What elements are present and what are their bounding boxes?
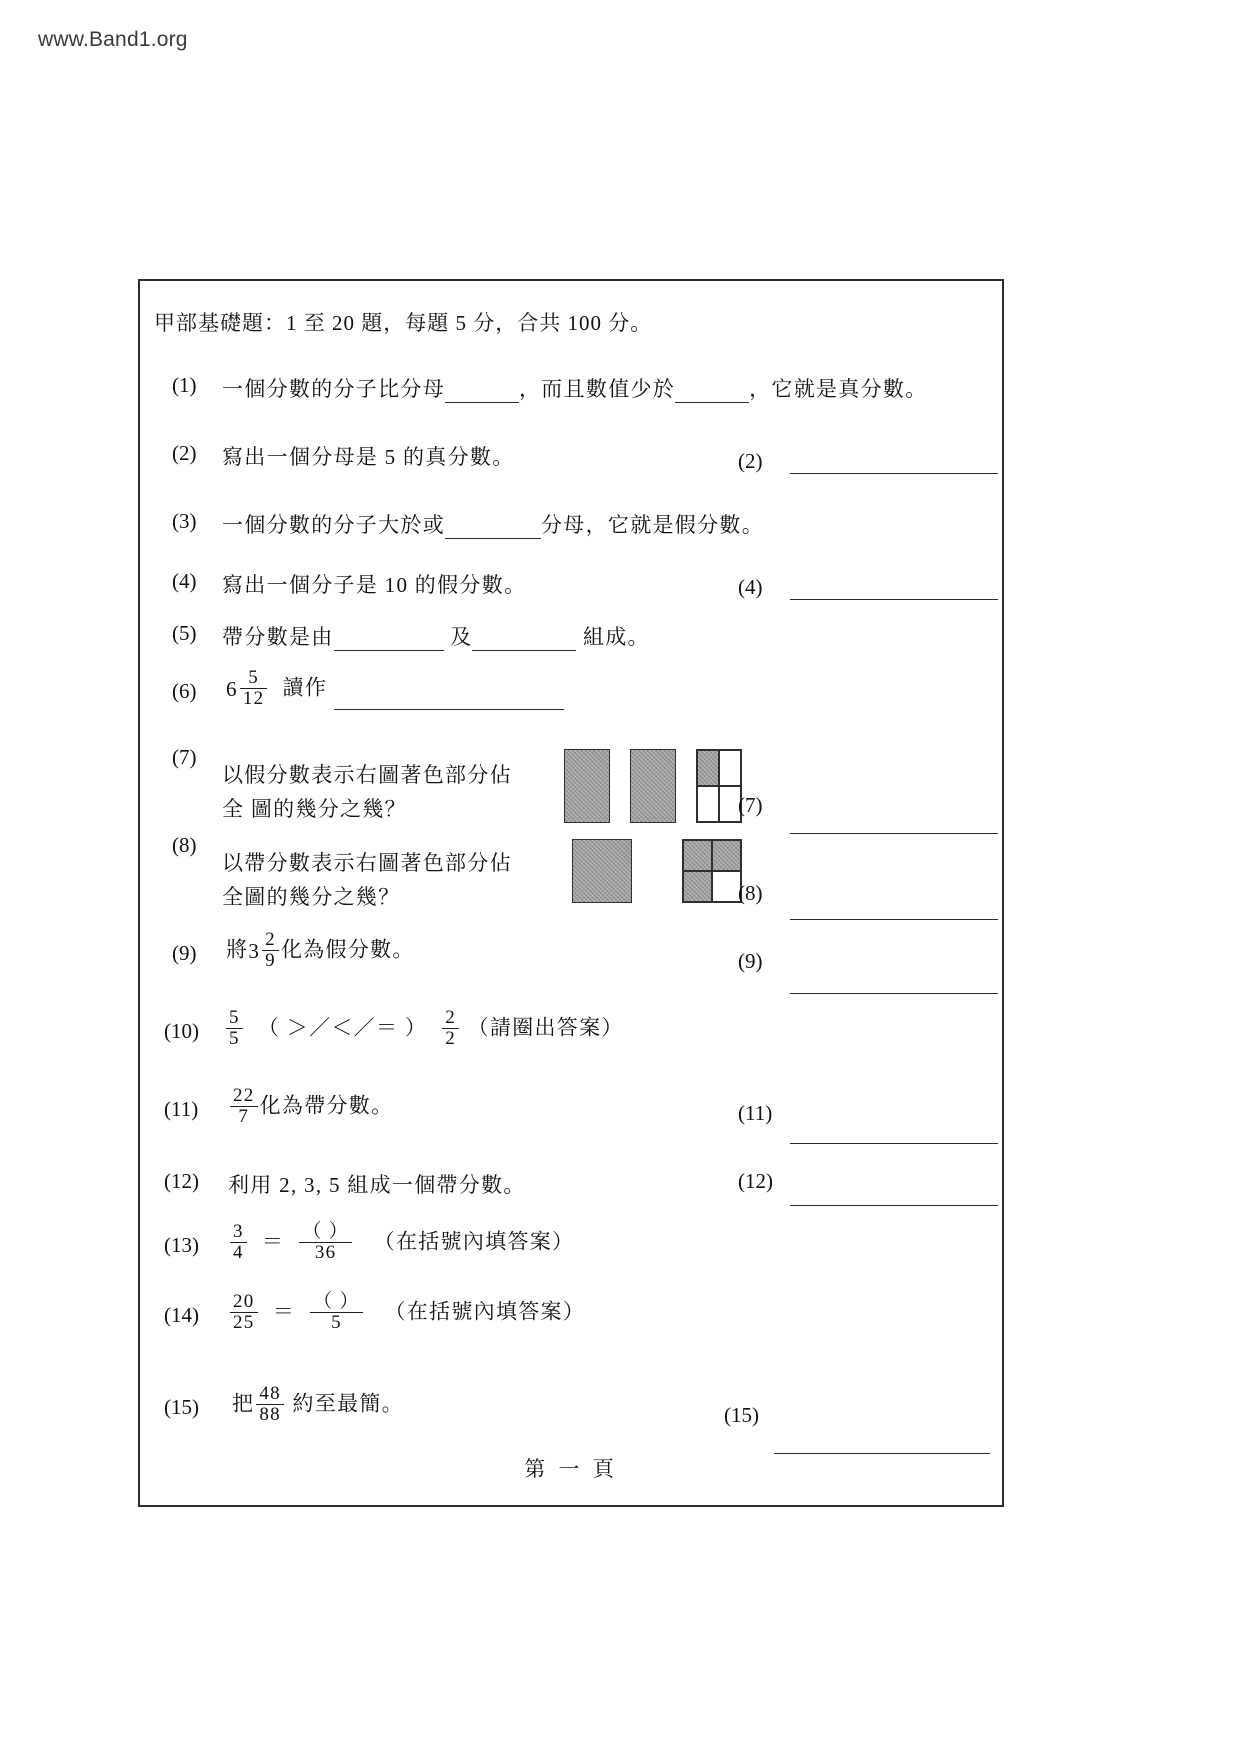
figure-q7-square-1 — [564, 749, 610, 823]
question-number-8: (8) — [172, 833, 197, 857]
answer-label-4: (4) — [738, 575, 763, 599]
q14-right-denominator: 5 — [310, 1312, 363, 1333]
site-watermark: www.Band1.org — [38, 28, 188, 51]
figure-q7-square-2 — [630, 749, 676, 823]
question-number-10: (10) — [164, 1019, 199, 1043]
q13-left-numerator: 3 — [233, 1221, 244, 1242]
question-text-14 — [228, 1293, 585, 1334]
answer-line-11[interactable] — [790, 1143, 998, 1144]
question-number-11: (11) — [164, 1097, 199, 1121]
q10-left-numerator: 5 — [229, 1007, 240, 1028]
question-text-13 — [228, 1223, 574, 1264]
q9-fraction — [262, 930, 279, 971]
answer-line-2[interactable] — [790, 473, 998, 474]
q9-denominator: 9 — [262, 950, 279, 971]
q15-suffix: 約至最簡。 — [292, 1391, 404, 1416]
figure-q8-square-1 — [572, 839, 632, 903]
q9-whole: 3 — [248, 938, 261, 963]
figure-q7-quarter-blank-1 — [719, 750, 741, 786]
question-number-7: (7) — [172, 745, 197, 769]
q14-equals: ＝ — [272, 1299, 296, 1324]
q5-part-b: 及 — [450, 625, 473, 649]
question-text-6 — [226, 669, 564, 710]
question-number-1: (1) — [172, 373, 197, 397]
q6-whole: 6 — [226, 676, 238, 701]
figure-q7-square-3 — [696, 749, 742, 823]
q10-left-denominator: 5 — [226, 1028, 243, 1049]
q14-left-numerator: 20 — [233, 1291, 255, 1312]
q10-note: （請圈出答案） — [467, 1015, 624, 1040]
q1-part-c: ，它就是真分數。 — [749, 377, 928, 401]
q14-right-fraction[interactable] — [310, 1292, 363, 1333]
q15-numerator: 48 — [259, 1383, 281, 1404]
figure-q8-square-2 — [682, 839, 742, 903]
question-number-13: (13) — [164, 1233, 199, 1257]
q11-denominator: 7 — [230, 1106, 258, 1127]
q10-left-fraction — [226, 1008, 243, 1049]
question-text-15 — [232, 1385, 404, 1426]
question-number-15: (15) — [164, 1395, 199, 1419]
exam-paper-sheet — [138, 279, 1004, 1507]
q14-note: （在括號內填答案） — [384, 1299, 586, 1324]
q10-operators[interactable]: （ ＞／＜／＝ ） — [257, 1015, 428, 1040]
question-text-7-line1: 以假分數表示右圖著色部分佔 — [222, 763, 512, 787]
q3-part-a: 一個分數的分子大於或 — [222, 513, 445, 537]
q6-numerator: 5 — [248, 667, 260, 688]
question-number-4: (4) — [172, 569, 197, 593]
q10-right-fraction — [442, 1008, 459, 1049]
question-number-3: (3) — [172, 509, 197, 533]
q6-read-as: 讀作 — [282, 675, 328, 700]
answer-label-11: (11) — [738, 1101, 773, 1125]
figure-q8-quarter-blank — [712, 871, 741, 902]
q11-suffix: 化為帶分數。 — [259, 1093, 394, 1118]
figure-q8 — [572, 839, 742, 903]
q6-blank[interactable] — [334, 687, 564, 710]
q10-right-numerator: 2 — [445, 1007, 457, 1028]
question-number-2: (2) — [172, 441, 197, 465]
q13-equals: ＝ — [261, 1229, 285, 1254]
question-text-2: 寫出一個分母是 5 的真分數。 — [222, 445, 515, 469]
answer-label-12: (12) — [738, 1169, 773, 1193]
answer-label-7: (7) — [738, 793, 763, 817]
figure-q7 — [564, 749, 742, 823]
q13-right-denominator: 36 — [299, 1242, 352, 1263]
q1-part-a: 一個分數的分子比分母 — [222, 377, 445, 401]
q15-prefix: 把 — [232, 1391, 255, 1416]
question-text-8-line2: 全圖的幾分之幾？ — [222, 885, 401, 909]
q6-fraction — [240, 668, 268, 709]
question-number-14: (14) — [164, 1303, 199, 1327]
q13-right-numerator[interactable]: （ ） — [302, 1221, 349, 1242]
q5-blank-2[interactable] — [472, 628, 576, 651]
q1-blank-1[interactable] — [445, 380, 519, 403]
figure-q8-quarter-shaded-1 — [683, 840, 712, 871]
answer-label-15: (15) — [724, 1403, 759, 1427]
answer-line-4[interactable] — [790, 599, 998, 600]
q10-right-denominator: 2 — [442, 1028, 459, 1049]
question-text-3 — [222, 509, 764, 539]
q3-part-b: 分母，它就是假分數。 — [541, 513, 764, 537]
q5-part-c: 組成。 — [582, 625, 650, 649]
answer-line-7[interactable] — [790, 833, 998, 834]
q5-blank-1[interactable] — [334, 628, 444, 651]
q1-blank-2[interactable] — [675, 380, 749, 403]
q5-part-a: 帶分數是由 — [222, 625, 334, 649]
question-text-7-line2: 全 圖的幾分之幾？ — [222, 797, 407, 821]
question-number-12: (12) — [164, 1169, 199, 1193]
answer-label-9: (9) — [738, 949, 763, 973]
q9-suffix: 化為假分數。 — [280, 937, 415, 962]
q11-fraction — [230, 1086, 258, 1127]
question-number-9: (9) — [172, 941, 197, 965]
figure-q7-quarter-shaded — [697, 750, 719, 786]
q13-left-denominator: 4 — [230, 1242, 247, 1263]
question-text-11 — [228, 1087, 393, 1128]
q13-note: （在括號內填答案） — [373, 1229, 575, 1254]
question-number-6: (6) — [172, 679, 197, 703]
question-text-4: 寫出一個分子是 10 的假分數。 — [222, 573, 527, 597]
question-text-9 — [226, 931, 415, 972]
question-text-8-line1: 以帶分數表示右圖著色部分佔 — [222, 851, 512, 875]
page-footer: 第 一 頁 — [524, 1457, 618, 1481]
answer-line-9[interactable] — [790, 993, 998, 994]
q14-left-denominator: 25 — [230, 1312, 258, 1333]
q6-denominator: 12 — [240, 688, 268, 709]
q11-numerator: 22 — [233, 1085, 255, 1106]
q14-left-fraction — [230, 1292, 258, 1333]
question-text-12: 利用 2, 3, 5 組成一個帶分數。 — [228, 1173, 526, 1197]
answer-line-12[interactable] — [790, 1205, 998, 1206]
answer-line-8[interactable] — [790, 919, 998, 920]
question-text-1 — [222, 373, 928, 403]
question-text-10 — [224, 1009, 624, 1050]
answer-label-2: (2) — [738, 449, 763, 473]
question-text-5 — [222, 621, 650, 651]
section-header: 甲部基礎題：1 至 20 題，每題 5 分，合共 100 分。 — [154, 311, 653, 335]
q9-prefix: 將 — [226, 937, 249, 962]
q13-left-fraction — [230, 1222, 247, 1263]
figure-q8-quarter-shaded-2 — [712, 840, 741, 871]
answer-label-8: (8) — [738, 881, 763, 905]
q9-numerator: 2 — [265, 929, 276, 950]
q14-right-numerator[interactable]: （ ） — [313, 1291, 360, 1312]
figure-q8-quarter-shaded-3 — [683, 871, 712, 902]
q15-fraction — [256, 1384, 284, 1425]
q1-part-b: ，而且數值少於 — [519, 377, 676, 401]
q13-right-fraction[interactable] — [299, 1222, 352, 1263]
figure-q7-quarter-blank-2 — [697, 786, 719, 822]
q3-blank-1[interactable] — [445, 516, 541, 539]
question-number-5: (5) — [172, 621, 197, 645]
q15-denominator: 88 — [256, 1404, 284, 1425]
